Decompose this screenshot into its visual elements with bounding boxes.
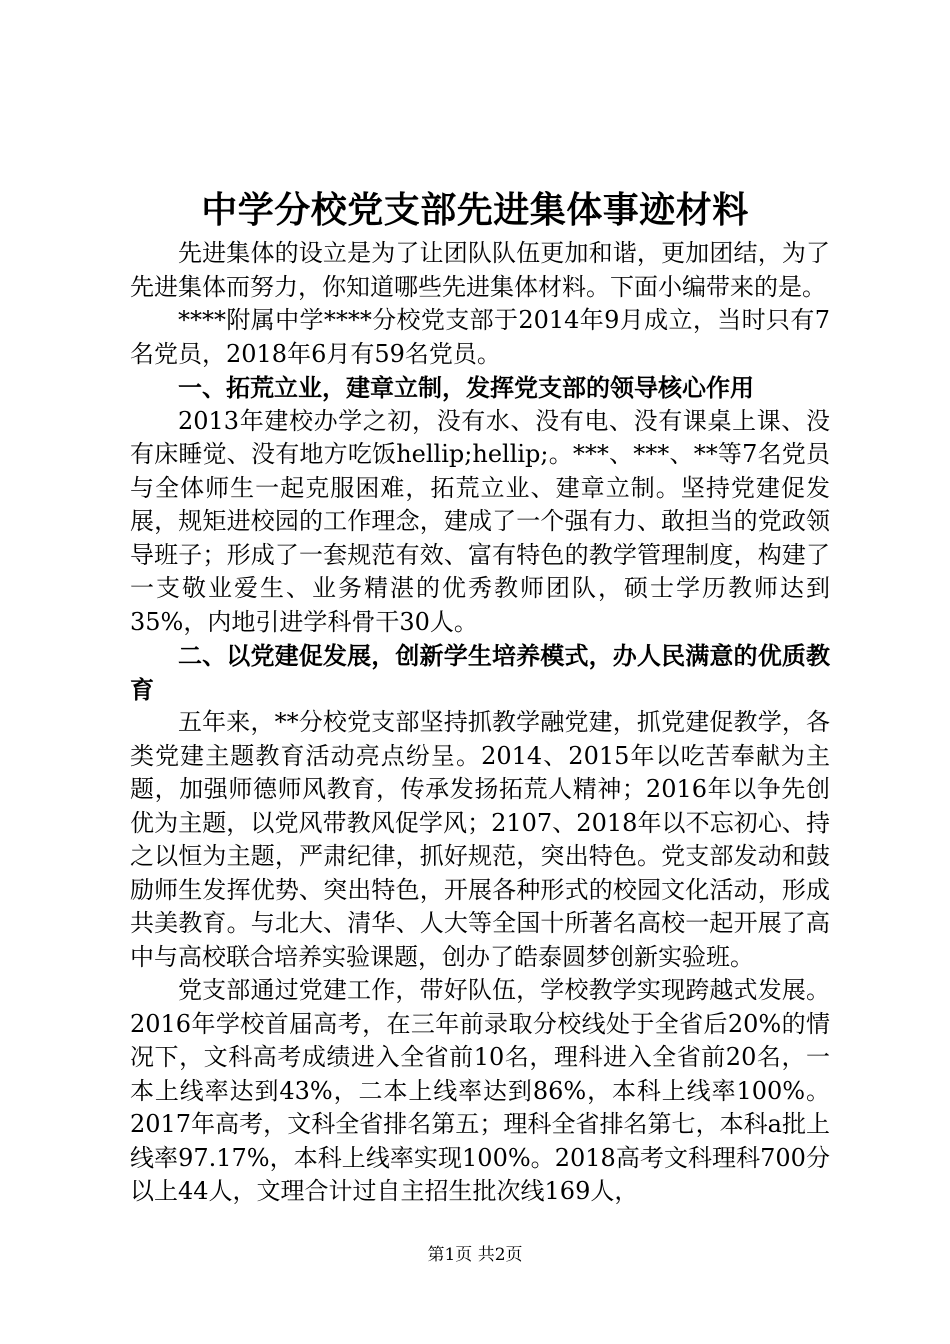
section-1-paragraph: 2013年建校办学之初，没有水、没有电、没有课桌上课、没有床睡觉、没有地方吃饭hellip;hellip;。***、***、**等7名党员与全体师生一起克服困难，拓荒立业、建章立制。坚持党建促发展，规矩进校园的工作理念，建成了一个强有力、敢担当的党政领导班子；形成了一套规范有效、富有特色的教学管理制度，构建了一支敬业爱生、业务精湛的优秀教师团队，硕士学历教师达到35%，内地引进学科骨干30人。 <box>130 406 830 636</box>
section-2-paragraph-1: 五年来，**分校党支部坚持抓教学融党建，抓党建促教学，各类党建主题教育活动亮点纷呈。2014、2015年以吃苦奉献为主题，加强师德师风教育，传承发扬拓荒人精神；2016年以争先创优为主题，以党风带教风促学风；2107、2018年以不忘初心、持之以恒为主题，严肃纪律，抓好规范，突出特色。党支部发动和鼓励师生发挥优势、突出特色，开展各种形式的校园文化活动，形成共美教育。与北大、清华、人大等全国十所著名高校一起开展了高中与高校联合培养实验课题，创办了皓泰圆梦创新实验班。 <box>130 708 830 971</box>
intro-paragraph: 先进集体的设立是为了让团队队伍更加和谐，更加团结，为了先进集体而努力，你知道哪些先进集体材料。下面小编带来的是。 <box>130 239 830 301</box>
section-2-paragraph-2: 党支部通过党建工作，带好队伍，学校教学实现跨越式发展。2016年学校首届高考，在三年前录取分校线处于全省后20%的情况下，文科高考成绩进入全省前10名，理科进入全省前20名，一本上线率达到43%，二本上线率达到86%，本科上线率100%。2017年高考，文科全省排名第五；理科全省排名第七，本科a批上线率97.17%，本科上线率实现100%。2018高考文科理科700分以上44人，文理合计过自主招生批次线169人， <box>130 976 830 1205</box>
founding-paragraph: ****附属中学****分校党支部于2014年9月成立，当时只有7名党员，2018年6月有59名党员。 <box>130 306 830 368</box>
section-heading-1: 一、拓荒立业，建章立制，发挥党支部的领导核心作用 <box>178 373 754 402</box>
page-footer: 第1页 共2页 <box>427 1245 523 1265</box>
section-heading-2: 二、以党建促发展，创新学生培养模式，办人民满意的优质教育 <box>130 641 830 704</box>
document-title: 中学分校党支部先进集体事迹材料 <box>201 189 749 231</box>
document-body <box>130 237 830 1209</box>
